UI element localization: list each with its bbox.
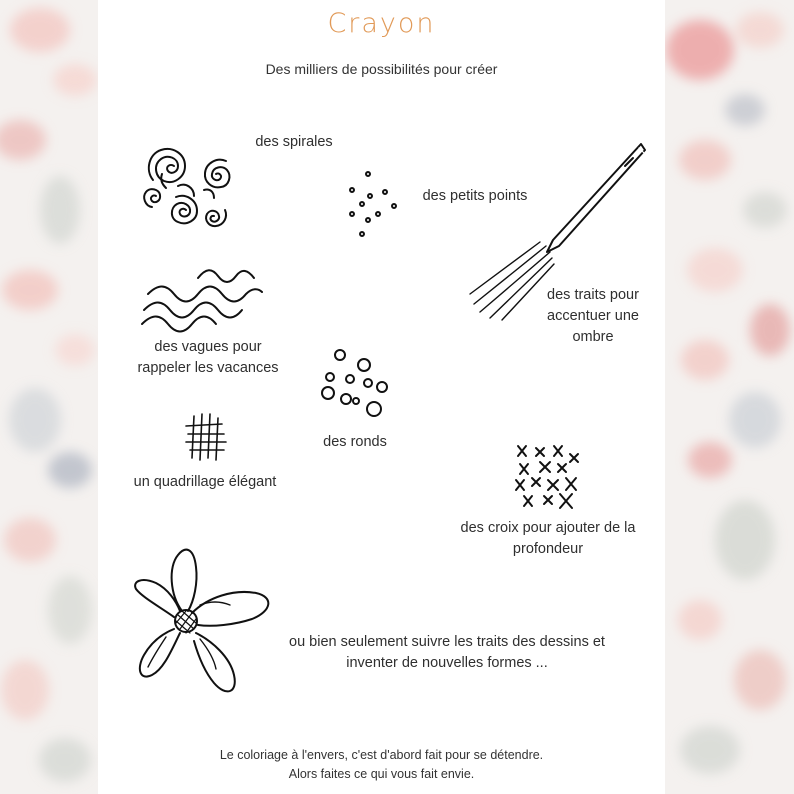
page-subtitle: Des milliers de possibilités pour créer bbox=[265, 61, 498, 77]
footer-line-2: Alors faites ce qui vous fait envie. bbox=[288, 767, 475, 781]
waves-label: des vagues pour rappeler les vacances bbox=[137, 339, 279, 376]
grid-label: un quadrillage élégant bbox=[133, 474, 277, 490]
strokes-label: des traits pour accentuer une ombre bbox=[547, 287, 639, 345]
flower-label: ou bien seulement suivre les traits des dessins et inventer de nouvelles formes ... bbox=[289, 634, 605, 671]
crosses-icon bbox=[514, 442, 582, 512]
content-page bbox=[98, 0, 665, 794]
grid-icon bbox=[184, 412, 228, 462]
dots-label: des petits points bbox=[422, 188, 528, 204]
crosses-label: des croix pour ajouter de la profondeur bbox=[460, 520, 636, 557]
spirals-label: des spirales bbox=[255, 134, 333, 150]
footer-line-1: Le coloriage à l'envers, c'est d'abord fait pour se détendre. bbox=[219, 748, 544, 762]
circles-label: des ronds bbox=[323, 434, 387, 450]
page-title: Crayon bbox=[327, 8, 436, 39]
footer-note bbox=[98, 746, 665, 784]
spirals-icon bbox=[134, 138, 242, 243]
circles-icon bbox=[320, 347, 392, 421]
waves-icon bbox=[140, 268, 270, 330]
dots-icon bbox=[348, 170, 398, 238]
flower-icon bbox=[134, 545, 276, 700]
